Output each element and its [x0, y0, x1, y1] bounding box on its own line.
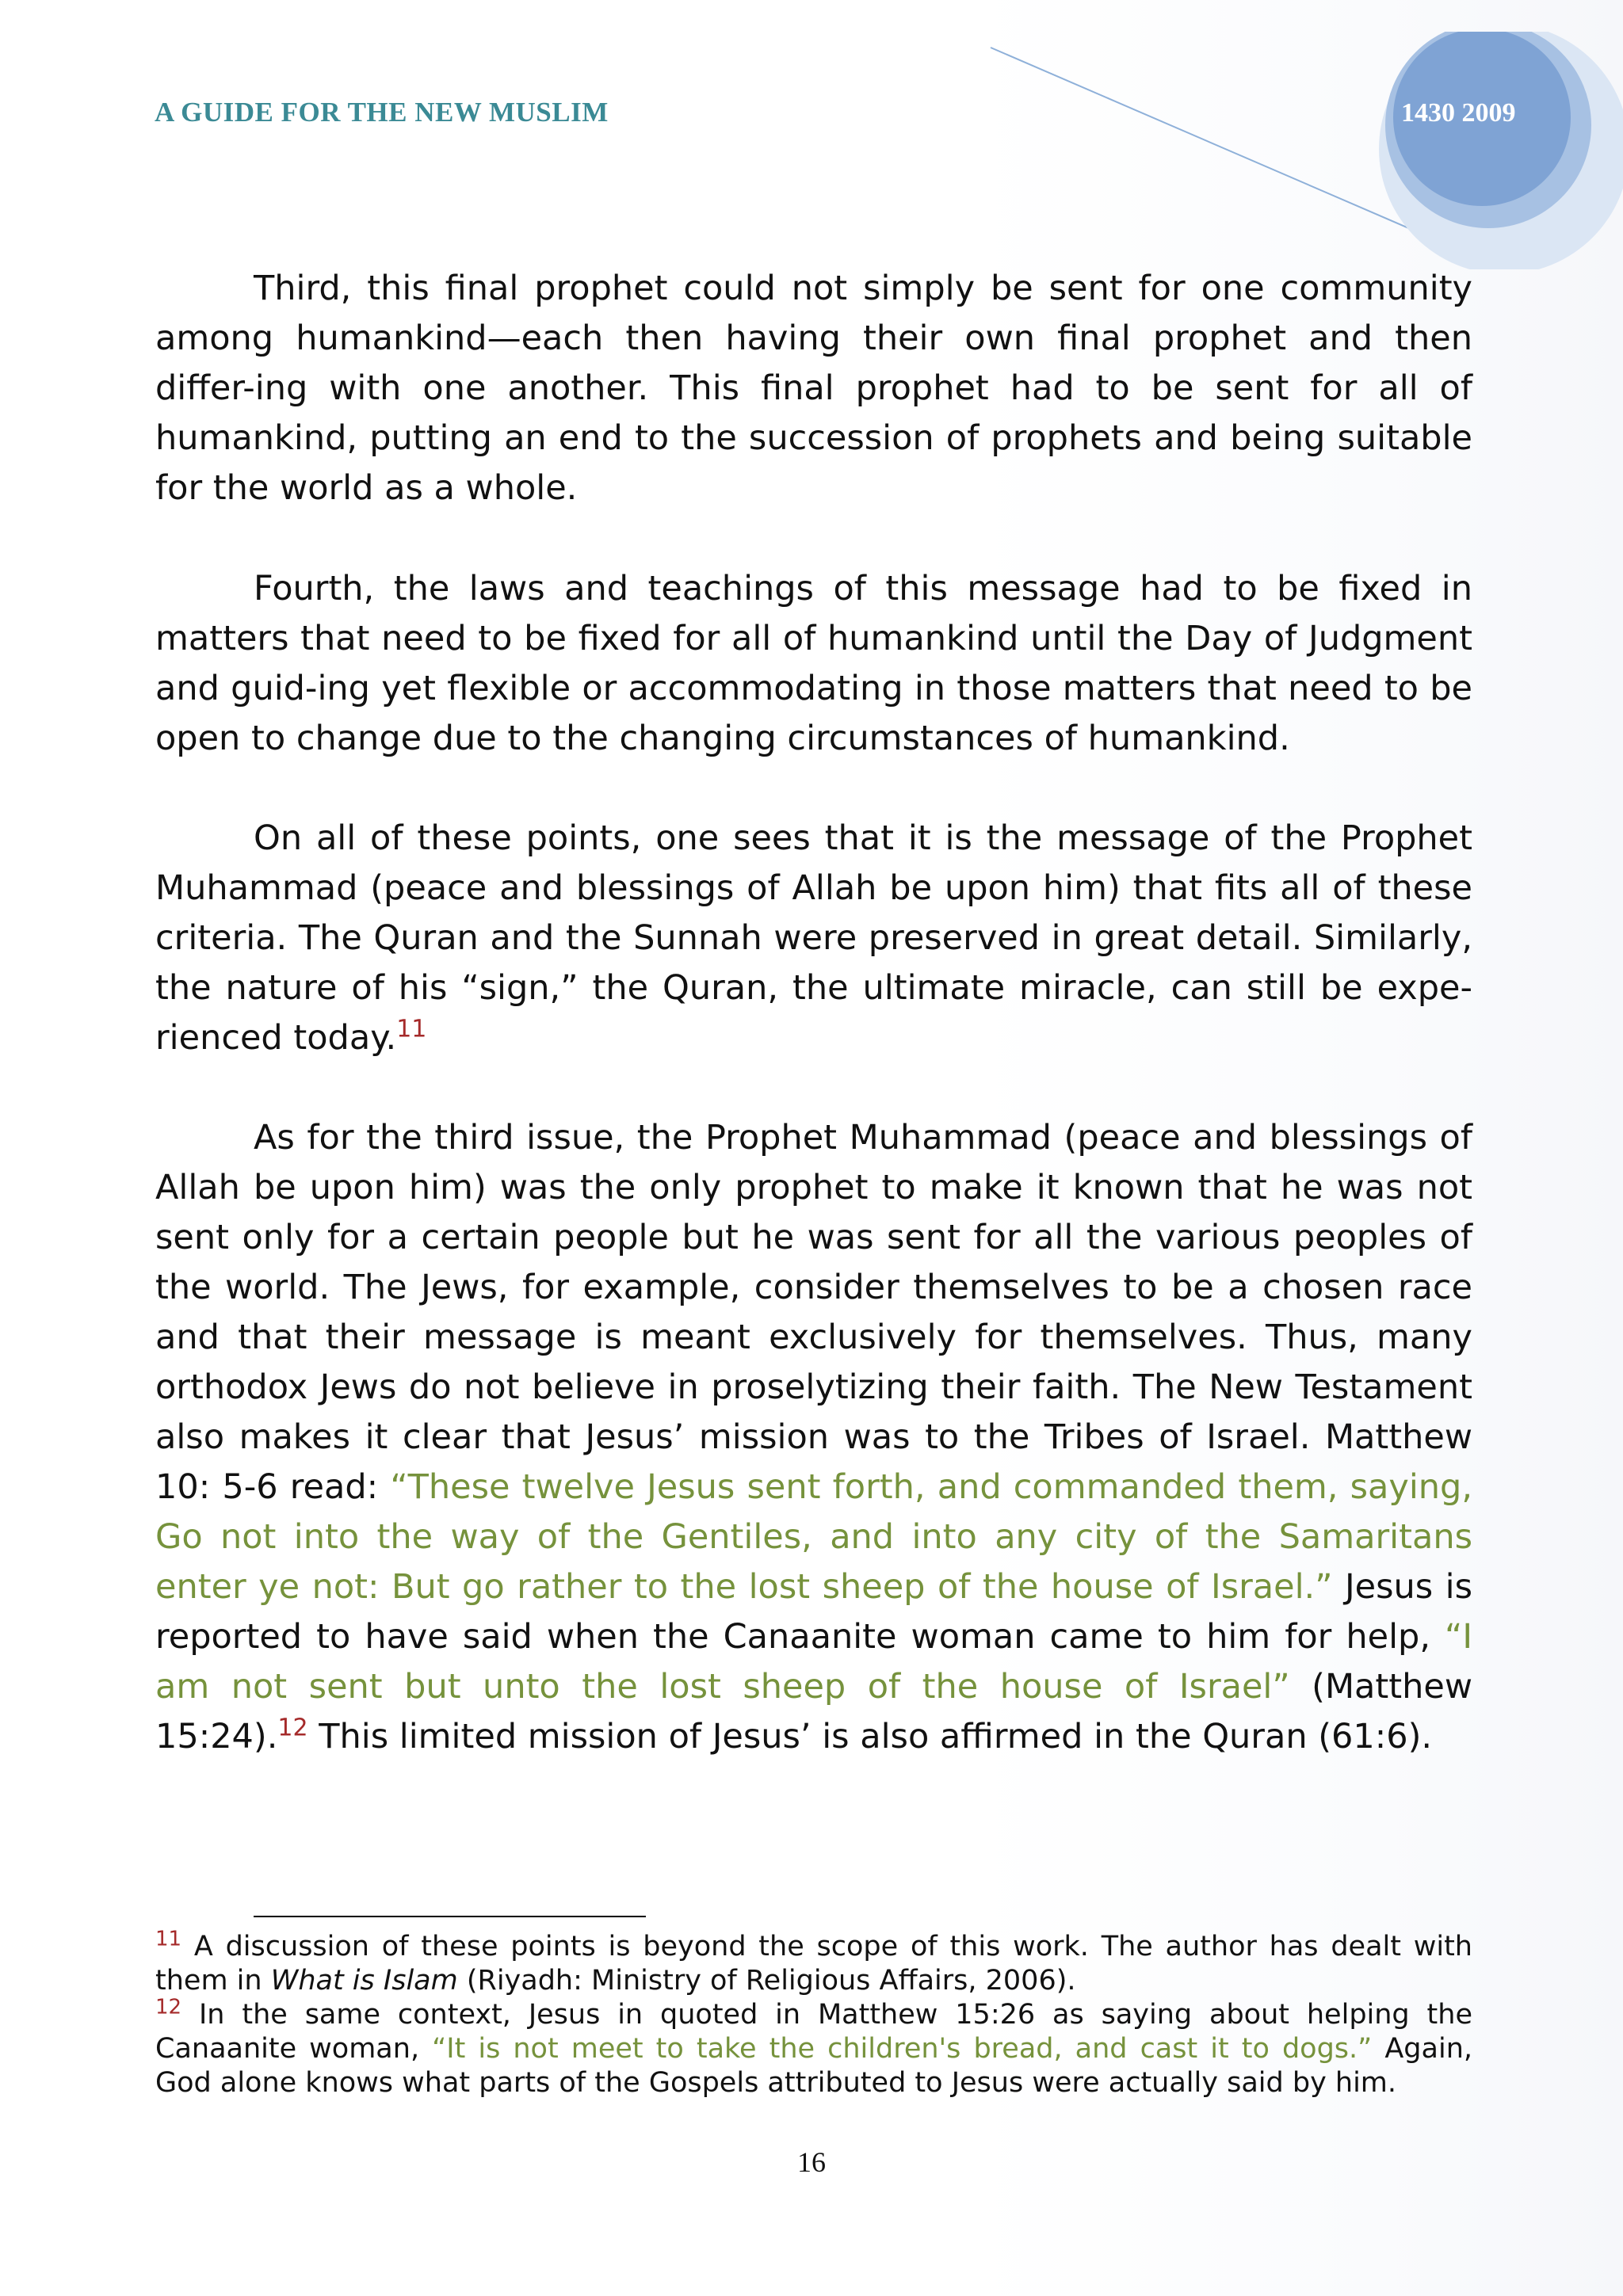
paragraph-quran-affirmation: This limited mission of Jesus’ is also affirmed in the Quran (61:6). — [319, 1717, 1433, 1756]
paragraph-points-text: On all of these points, one sees that it is the message of the Prophet Muhammad (peace and blessings of Allah be upon him) that fits all of these criteria. The Quran and the Sunnah were preserved in great detail. Similarly, the nature of his “sign,” the Quran, the ultimate miracle, can still be expe-rienced today. — [155, 818, 1472, 1058]
footnote-11-book-title: What is Islam — [270, 1965, 458, 1997]
paragraph-third-issue — [155, 1113, 1472, 1762]
footnote-12-quote: “It is not meet to take the children's bread, and cast it to dogs.” — [432, 2033, 1373, 2065]
paragraph-third-issue-text: As for the third issue, the Prophet Muhammad (peace and blessings of Allah be upon him) was the only prophet to make it known that he was not sent only for a certain people but he was sent for all the various peoples of the world. The Jews, for example, consider themselves to be a chosen race and that their message is meant exclusively for themselves. Thus, many orthodox Jews do not believe in proselytizing their faith. The New Testament also makes it clear that Jesus’ mission was to the Tribes of Israel. Matthew 10: 5-6 read: — [155, 1118, 1472, 1507]
quote-matthew-15-24: “I am not sent but unto the lost sheep of the house of Israel” — [155, 1617, 1473, 1707]
footnote-number-11: 11 — [155, 1927, 182, 1951]
citation-matthew-15-24: (Matthew 15:24). — [155, 1667, 1472, 1756]
header-title: A GUIDE FOR THE NEW MUSLIM — [155, 97, 609, 128]
paragraph-canaanite-text: Jesus is reported to have said when the Canaanite woman came to him for help, — [155, 1567, 1472, 1657]
page-number: 16 — [797, 2146, 826, 2178]
footnotes — [155, 1927, 1472, 2100]
footnote-12-conclusion: Again, God alone knows what parts of the Gospels attributed to Jesus were actually said by him. — [155, 2033, 1472, 2099]
footnote-12 — [155, 1995, 1472, 2100]
footnote-number-12: 12 — [155, 1995, 182, 2019]
quote-matthew-10: “These twelve Jesus sent forth, and commanded them, saying, Go not into the way of the Gentiles, and into any city of the Samaritans enter ye not: But go rather to the lost sheep of the house of Israel.” — [155, 1467, 1473, 1607]
footnote-ref-11[interactable]: 11 — [396, 1015, 427, 1043]
paragraph-fourth: Fourth, the laws and teachings of this message had to be fixed in matters that need to be fixed for all of humankind until the Day of Judgment and guid-ing yet flexible or accommodating in those matters that need to be open to change due to the changing circumstances of humankind. — [155, 569, 1472, 758]
corner-decoration — [975, 32, 1623, 269]
footnote-11-source: (Riyadh: Ministry of Religious Affairs, 2006). — [466, 1965, 1076, 1997]
header-year: 1430 2009 — [1401, 98, 1516, 128]
paragraph-third: Third, this final prophet could not simply be sent for one community among humankind—each then having their own final prophet and then differ-ing with one another. This final prophet had to be sent for all of humankind, putting an end to the succession of prophets and being suitable for the world as a whole. — [155, 269, 1472, 508]
paragraph-points — [155, 814, 1472, 1063]
footnote-11-text: A discussion of these points is beyond the scope of this work. The author has dealt with them in — [155, 1931, 1472, 1997]
footnote-12-text: In the same context, Jesus in quoted in Matthew 15:26 as saying about helping the Canaanite woman, — [155, 1999, 1472, 2065]
footnote-11 — [155, 1927, 1472, 1998]
footnote-ref-12[interactable]: 12 — [277, 1714, 308, 1742]
footnote-divider — [254, 1916, 646, 1917]
